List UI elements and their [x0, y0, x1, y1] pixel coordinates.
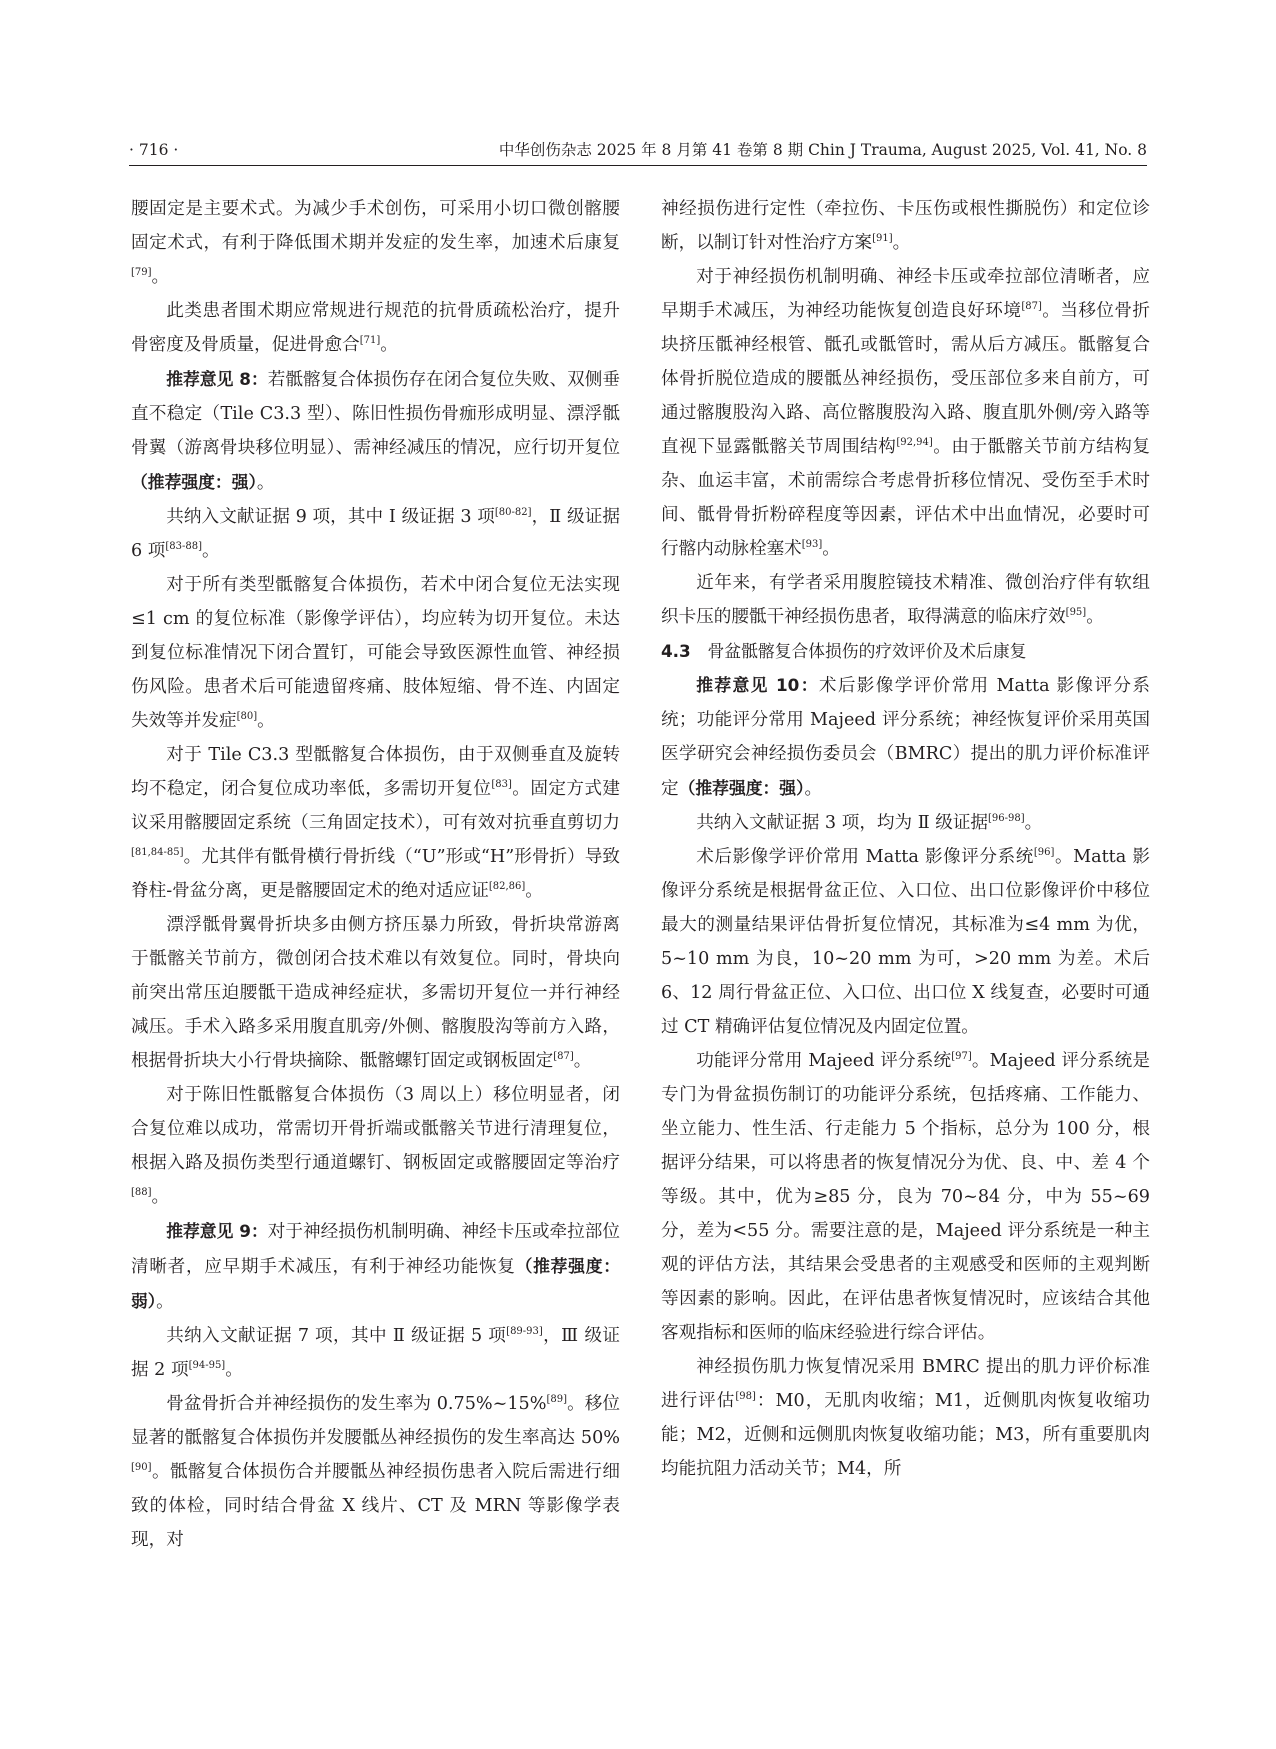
text-run: 神经损伤肌力恢复情况采用 BMRC 提出的肌力评价标准进行评估 — [661, 1357, 1150, 1411]
recommendation-label: 推荐意见 10： — [696, 675, 819, 695]
text-run: 神经损伤进行定性（牵拉伤、卡压伤或根性撕脱伤）和定位诊断，以制订针对性治疗方案 — [661, 199, 1150, 253]
text-run: 。 — [256, 473, 275, 493]
recommendation-label: 推荐意见 9： — [166, 1221, 268, 1241]
text-run: 。 — [225, 1360, 243, 1380]
text-run: 对于神经损伤机制明确、神经卡压或牵拉部位清晰者，应早期手术减压，为神经功能恢复创造良好环境 — [661, 267, 1150, 321]
paragraph — [131, 192, 620, 294]
text-run: ：M0，无肌肉收缩；M1，近侧肌肉恢复收缩功能；M2，近侧和远侧肌肉恢复收缩功能；M3，所有重要肌肉均能抗阻力活动关节；M4，所 — [661, 1391, 1150, 1479]
text-run: 。 — [1086, 607, 1104, 627]
paragraph — [131, 1214, 620, 1319]
text-run: 骨盆骶髂复合体损伤的疗效评价及术后康复 — [707, 641, 1027, 661]
citation-ref: [89-93] — [506, 1326, 543, 1337]
page-number: · 716 · — [129, 141, 179, 159]
text-run: ，Ⅲ 级证据 2 项 — [131, 1326, 620, 1380]
citation-ref: [88] — [131, 1187, 152, 1198]
text-run: 。尤其伴有骶骨横行骨折线（“U”形或“H”形骨折）导致脊柱-骨盆分离，更是髂腰固定术的绝对适应证 — [131, 847, 620, 901]
text-run: 功能评分常用 Majeed 评分系统 — [696, 1051, 952, 1071]
paragraph — [131, 1078, 620, 1214]
text-run: 。由于骶髂关节前方结构复杂、血运丰富，术前需综合考虑骨折移位情况、受伤至手术时间、骶骨骨折粉碎程度等因素，评估术中出血情况，必要时可行髂内动脉栓塞术 — [661, 437, 1150, 559]
paragraph — [661, 260, 1150, 566]
text-run: 。 — [822, 539, 840, 559]
citation-ref: [87] — [1021, 301, 1042, 312]
text-run: 。 — [257, 711, 275, 731]
paragraph — [661, 192, 1150, 260]
citation-ref: [89] — [546, 1394, 567, 1405]
text-run: 。固定方式建议采用髂腰固定系统（三角固定技术），可有效对抗垂直剪切力 — [131, 779, 620, 833]
section-heading — [661, 634, 1150, 668]
recommendation-strength: （推荐强度：强） — [678, 778, 805, 798]
paragraph — [131, 1387, 620, 1557]
text-run: 。 — [156, 1292, 174, 1312]
citation-ref: [83-88] — [165, 541, 203, 552]
text-run: 。 — [151, 267, 170, 287]
citation-ref: [97] — [951, 1051, 972, 1062]
right-column — [661, 192, 1150, 1692]
text-run: 对于 Tile C3.3 型骶髂复合体损伤，由于双侧垂直及旋转均不稳定，闭合复位成功率低，多需切开复位 — [131, 745, 620, 799]
text-run: 近年来，有学者采用腹腔镜技术精准、微创治疗伴有软组织卡压的腰骶干神经损伤患者，取得满意的临床疗效 — [661, 573, 1150, 627]
paragraph — [131, 294, 620, 362]
citation-ref: [90] — [131, 1462, 152, 1473]
paragraph — [131, 738, 620, 908]
text-run: 对于所有类型骶髂复合体损伤，若术中闭合复位无法实现≤1 cm 的复位标准（影像学评估），均应转为切开复位。未达到复位标准情况下闭合置钉，可能会导致医源性血管、神经损伤风险。患者术后可能遗留疼痛、肢体短缩、骨不连、内固定失效等并发症 — [131, 575, 620, 731]
citation-ref: [96-98] — [988, 813, 1025, 824]
citation-ref: [95] — [1065, 607, 1087, 618]
paragraph — [131, 1319, 620, 1387]
text-run: 。 — [804, 779, 823, 799]
paragraph — [661, 840, 1150, 1044]
text-run: ，Ⅱ 级证据 6 项 — [131, 507, 620, 561]
citation-ref: [98] — [735, 1391, 756, 1402]
text-run: 共纳入文献证据 3 项，均为 Ⅱ 级证据 — [696, 813, 989, 833]
text-run: 漂浮骶骨翼骨折块多由侧方挤压暴力所致，骨折块常游离于骶髂关节前方，微创闭合技术难以有效复位。同时，骨块向前突出常压迫腰骶干造成神经症状，多需切开复位一并行神经减压。手术入路多采用腹直肌旁/外侧、髂腹股沟等前方入路，根据骨折块大小行骨块摘除、骶髂螺钉固定或钢板固定 — [131, 915, 620, 1071]
citation-ref: [93] — [801, 539, 823, 550]
paragraph — [131, 500, 620, 568]
left-column — [131, 192, 620, 1692]
text-run: 。 — [151, 1187, 170, 1207]
text-run: 此类患者围术期应常规进行规范的抗骨质疏松治疗，提升骨密度及骨质量，促进骨愈合 — [131, 301, 620, 355]
recommendation-strength: （推荐强度：弱） — [131, 1256, 620, 1311]
text-run: 术后影像学评价常用 Matta 影像评分系统 — [696, 847, 1034, 867]
journal-citation: 中华创伤杂志 2025 年 8 月第 41 卷第 8 期 Chin J Trauma, August 2025, Vol. 41, No. 8 — [498, 141, 1147, 159]
citation-ref: [96] — [1033, 847, 1055, 858]
text-run: 。Majeed 评分系统是专门为骨盆损伤制订的功能评分系统，包括疼痛、工作能力、坐立能力、性生活、行走能力 5 个指标，总分为 100 分，根据评分结果，可以将患者的恢复情况分为优、良、中、差 4 个等级。其中，优为≥85 分，良为 70~84 分，中为 55~69 分，差为<55 分。需要注意的是，Majeed 评分系统是一种主观的评估方法，其结果会受患者的主观感受和医师的主观判断等因素的影响。因此，在评估患者恢复情况时，应该结合其他客观指标和医师的临床经验进行综合评估。 — [661, 1051, 1150, 1343]
citation-ref: [83] — [491, 779, 512, 790]
paragraph — [661, 668, 1150, 806]
text-run: 共纳入文献证据 9 项，其中 Ⅰ 级证据 3 项 — [166, 507, 495, 527]
text-run: 。移位显著的骶髂复合体损伤并发腰骶丛神经损伤的发生率高达 50% — [131, 1394, 620, 1448]
text-run: 共纳入文献证据 7 项，其中 Ⅱ 级证据 5 项 — [166, 1326, 507, 1346]
paragraph — [131, 362, 620, 500]
paragraph — [131, 908, 620, 1078]
text-run: 。 — [573, 1051, 592, 1071]
text-run: 。 — [1024, 813, 1043, 833]
recommendation-strength: （推荐强度：强） — [131, 472, 257, 492]
text-run: 。 — [380, 335, 398, 355]
running-header — [129, 138, 1147, 162]
citation-ref: [94-95] — [188, 1360, 226, 1371]
citation-ref: [71] — [359, 335, 381, 346]
text-run: 对于神经损伤机制明确、神经卡压或牵拉部位清晰者，应早期手术减压，有利于神经功能恢复 — [131, 1222, 620, 1277]
text-run: 术后影像学评价常用 Matta 影像评分系统；功能评分常用 Majeed 评分系统；神经恢复评价采用英国医学研究会神经损伤委员会（BMRC）提出的肌力评价标准评定 — [661, 676, 1150, 799]
citation-ref: [91] — [872, 233, 893, 244]
text-run: 骨盆骨折合并神经损伤的发生率为 0.75%~15% — [166, 1394, 547, 1414]
paragraph — [661, 1044, 1150, 1350]
citation-ref: [82,86] — [488, 881, 526, 892]
paragraph — [661, 1350, 1150, 1486]
paragraph — [661, 566, 1150, 634]
text-run: 。骶髂复合体损伤合并腰骶丛神经损伤患者入院后需进行细致的体检，同时结合骨盆 X 线片、CT 及 MRN 等影像学表现，对 — [131, 1462, 620, 1550]
text-run: 若骶髂复合体损伤存在闭合复位失败、双侧垂直不稳定（Tile C3.3 型）、陈旧性损伤骨痂形成明显、漂浮骶骨翼（游离骨块移位明显）、需神经减压的情况，应行切开复位 — [131, 370, 620, 458]
text-run: 。 — [525, 881, 543, 901]
text-run: 。Matta 影像评分系统是根据骨盆正位、入口位、出口位影像评价中移位最大的测量结果评估骨折复位情况，其标准为≤4 mm 为优，5~10 mm 为良，10~20 mm 为可，>20 mm 为差。术后 6、12 周行骨盆正位、入口位、出口位 X 线复查，必要时可通过 CT 精确评估复位情况及内固定位置。 — [661, 847, 1150, 1037]
citation-ref: [80-82] — [494, 507, 532, 518]
text-run: 。 — [202, 541, 220, 561]
text-run: 。当移位骨折块挤压骶神经根管、骶孔或骶管时，需从后方减压。骶髂复合体骨折脱位造成的腰骶丛神经损伤，受压部位多来自前方，可通过髂腹股沟入路、高位髂腹股沟入路、腹直肌外侧/旁入路等直视下显露骶髂关节周围结构 — [661, 301, 1150, 457]
text-run: 腰固定是主要术式。为减少手术创伤，可采用小切口微创髂腰固定术式，有利于降低围术期并发症的发生率，加速术后康复 — [131, 199, 620, 253]
citation-ref: [87] — [553, 1051, 574, 1062]
text-run: 对于陈旧性骶髂复合体损伤（3 周以上）移位明显者，闭合复位难以成功，常需切开骨折端或骶髂关节进行清理复位，根据入路及损伤类型行通道螺钉、钢板固定或髂腰固定等治疗 — [131, 1085, 620, 1173]
citation-ref: [80] — [236, 711, 258, 722]
section-number: 4.3 — [661, 641, 691, 661]
header-rule — [129, 165, 1147, 166]
citation-ref: [92,94] — [896, 437, 933, 448]
paragraph — [661, 806, 1150, 840]
recommendation-label: 推荐意见 8： — [166, 369, 268, 389]
paragraph — [131, 568, 620, 738]
citation-ref: [81,84-85] — [131, 847, 184, 858]
citation-ref: [79] — [131, 267, 152, 278]
text-run: 。 — [892, 233, 911, 253]
